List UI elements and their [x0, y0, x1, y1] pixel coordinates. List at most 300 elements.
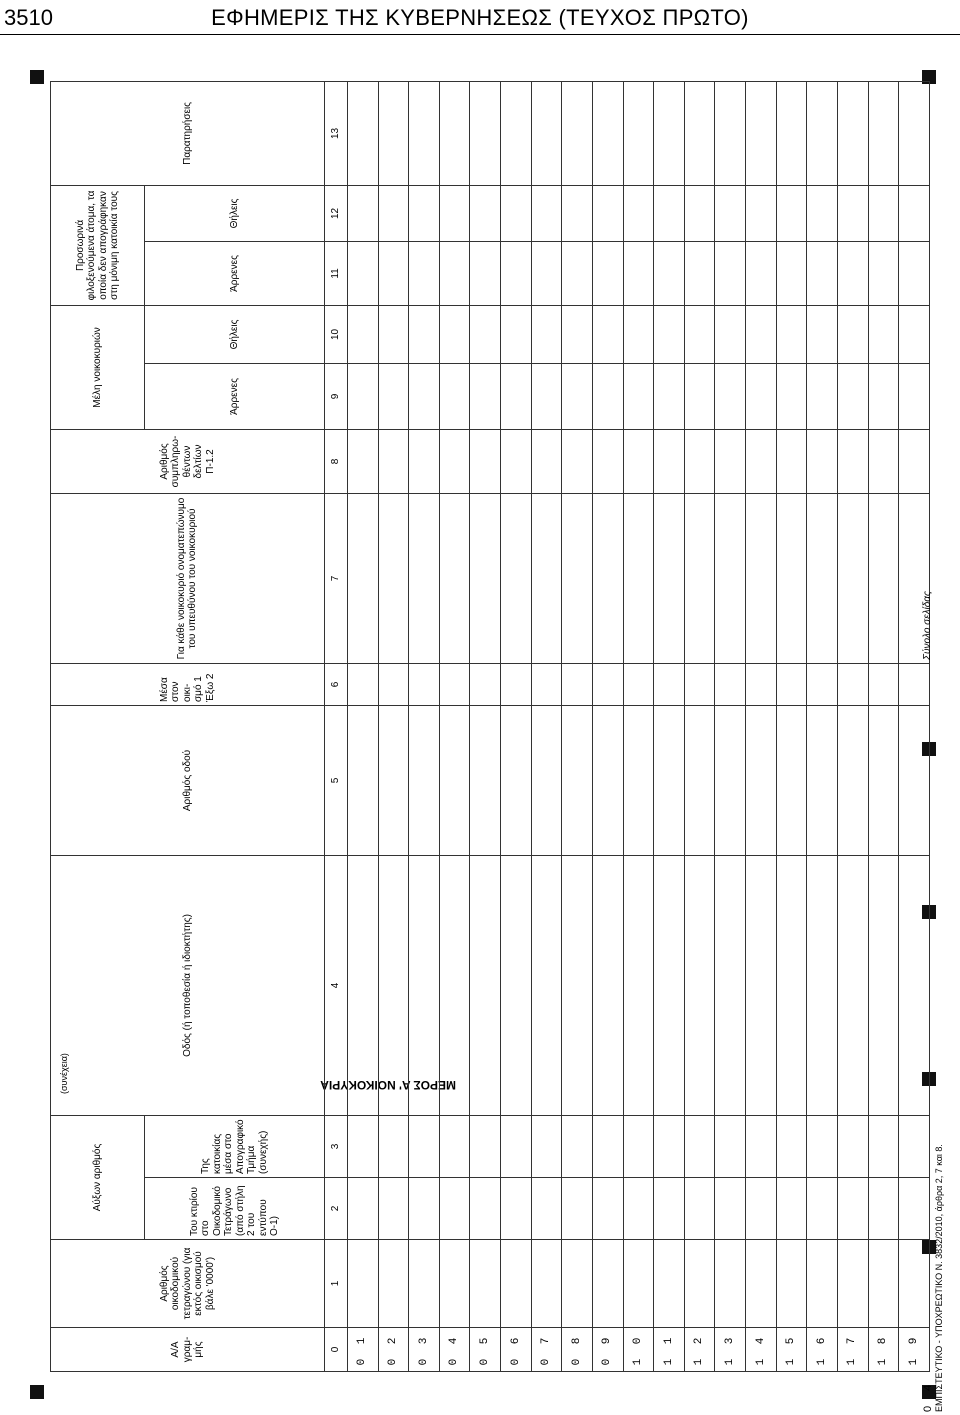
form-cell[interactable]: [807, 1178, 838, 1240]
col-number: 10: [324, 305, 347, 363]
col-number: 5: [324, 705, 347, 855]
form-cell[interactable]: [684, 1115, 715, 1177]
form-cell[interactable]: [654, 663, 685, 705]
form-cell[interactable]: [807, 363, 838, 429]
form-cell[interactable]: [347, 1240, 378, 1328]
table-row: [623, 81, 654, 1371]
form-cell[interactable]: [531, 185, 562, 241]
table-row: [378, 81, 409, 1371]
form-cell[interactable]: [837, 1240, 868, 1328]
form-cell[interactable]: [470, 1178, 501, 1240]
form-cell[interactable]: [746, 1240, 777, 1328]
col-number: 8: [324, 429, 347, 493]
form-cell[interactable]: [868, 1178, 899, 1240]
form-cell[interactable]: [470, 663, 501, 705]
form-cell[interactable]: [868, 663, 899, 705]
form-cell[interactable]: [531, 1178, 562, 1240]
form-cell[interactable]: [868, 185, 899, 241]
form-cell[interactable]: [592, 185, 623, 241]
form-cell[interactable]: [562, 1115, 593, 1177]
form-cell[interactable]: [347, 305, 378, 363]
form-cell[interactable]: [531, 241, 562, 305]
form-cell[interactable]: [347, 705, 378, 855]
form-cell[interactable]: [837, 493, 868, 663]
form-cell[interactable]: [623, 855, 654, 1115]
form-cell[interactable]: [746, 185, 777, 241]
form-cell[interactable]: [684, 185, 715, 241]
form-cell[interactable]: [684, 429, 715, 493]
form-cell[interactable]: [868, 429, 899, 493]
form-cell[interactable]: [592, 663, 623, 705]
row-number: 0 8: [562, 1328, 593, 1372]
form-cell[interactable]: [837, 1178, 868, 1240]
form-cell[interactable]: [378, 855, 409, 1115]
col-number: 7: [324, 493, 347, 663]
form-cell[interactable]: [868, 493, 899, 663]
col-street-number: Αριθμός οδού: [51, 705, 325, 855]
form-cell[interactable]: [837, 1115, 868, 1177]
row-number: 1 9: [899, 1328, 930, 1372]
form-cell[interactable]: [776, 363, 807, 429]
form-cell[interactable]: [746, 663, 777, 705]
form-cell[interactable]: [715, 1240, 746, 1328]
form-cell[interactable]: [715, 1115, 746, 1177]
form-cell[interactable]: [623, 241, 654, 305]
form-rows: [347, 81, 929, 1371]
row-number: 1 8: [868, 1328, 899, 1372]
form-cell[interactable]: [776, 81, 807, 185]
form-cell[interactable]: [409, 1178, 440, 1240]
form-cell[interactable]: [409, 185, 440, 241]
form-cell[interactable]: [715, 429, 746, 493]
form-cell[interactable]: [807, 81, 838, 185]
form-cell[interactable]: [470, 1240, 501, 1328]
form-cell[interactable]: [501, 1178, 532, 1240]
form-cell[interactable]: [715, 493, 746, 663]
row-number: 1 5: [776, 1328, 807, 1372]
form-cell[interactable]: [439, 363, 470, 429]
form-cell[interactable]: [439, 241, 470, 305]
form-cell[interactable]: [501, 305, 532, 363]
form-cell[interactable]: [837, 185, 868, 241]
form-cell[interactable]: [531, 1240, 562, 1328]
form-cell[interactable]: [623, 305, 654, 363]
form-cell[interactable]: [807, 705, 838, 855]
form-cell[interactable]: [470, 241, 501, 305]
form-cell[interactable]: [746, 493, 777, 663]
form-cell[interactable]: [409, 363, 440, 429]
form-cell[interactable]: [837, 81, 868, 185]
form-cell[interactable]: [837, 429, 868, 493]
form-cell[interactable]: [899, 241, 930, 305]
form-cell[interactable]: [347, 1115, 378, 1177]
form-cell[interactable]: [592, 81, 623, 185]
form-title: ΜΕΡΟΣ Α' ΝΟΙΚΟΚΥΡΙΑ (συνέχεια): [59, 1053, 456, 1094]
col-number: 2: [324, 1178, 347, 1240]
form-cell[interactable]: [807, 305, 838, 363]
form-cell[interactable]: [654, 705, 685, 855]
form-cell[interactable]: [501, 855, 532, 1115]
form-cell[interactable]: [562, 305, 593, 363]
form-cell[interactable]: [439, 1115, 470, 1177]
row-number: 0 4: [439, 1328, 470, 1372]
household-form: [50, 84, 930, 1372]
col-building-block: Αριθμός οικοδομικού τετραγώνου (για εκτός οικισμού βάλε '0000'): [51, 1240, 325, 1328]
column-number-row: [324, 81, 347, 1371]
form-cell[interactable]: [868, 855, 899, 1115]
form-cell[interactable]: [347, 493, 378, 663]
form-cell[interactable]: [807, 1115, 838, 1177]
col-number: 6: [324, 663, 347, 705]
form-cell[interactable]: [378, 185, 409, 241]
form-cell[interactable]: [899, 81, 930, 185]
row-number: 1 6: [807, 1328, 838, 1372]
form-cell[interactable]: [439, 1240, 470, 1328]
form-cell[interactable]: [684, 81, 715, 185]
form-cell[interactable]: [592, 855, 623, 1115]
form-cell[interactable]: [501, 81, 532, 185]
form-cell[interactable]: [654, 185, 685, 241]
form-cell[interactable]: [746, 855, 777, 1115]
registration-mark: [30, 1385, 44, 1399]
form-cell[interactable]: [746, 1115, 777, 1177]
form-cell[interactable]: [531, 363, 562, 429]
form-cell[interactable]: [868, 1240, 899, 1328]
form-cell[interactable]: [654, 855, 685, 1115]
form-cell[interactable]: [899, 1115, 930, 1177]
form-cell[interactable]: [347, 663, 378, 705]
form-cell[interactable]: [715, 705, 746, 855]
form-cell[interactable]: [592, 1178, 623, 1240]
form-cell[interactable]: [592, 305, 623, 363]
form-cell[interactable]: [592, 493, 623, 663]
form-cell[interactable]: [776, 429, 807, 493]
form-cell[interactable]: [684, 1240, 715, 1328]
form-cell[interactable]: [378, 663, 409, 705]
table-row: [868, 81, 899, 1371]
form-cell[interactable]: [531, 81, 562, 185]
form-cell[interactable]: [654, 363, 685, 429]
form-cell[interactable]: [531, 493, 562, 663]
form-cell[interactable]: [378, 81, 409, 185]
form-cell[interactable]: [837, 241, 868, 305]
table-row: [562, 81, 593, 1371]
form-cell[interactable]: [715, 363, 746, 429]
form-cell[interactable]: [684, 363, 715, 429]
form-cell[interactable]: [562, 663, 593, 705]
form-cell[interactable]: [409, 493, 440, 663]
form-cell[interactable]: [623, 185, 654, 241]
form-cell[interactable]: [378, 363, 409, 429]
row-number: 1 1: [654, 1328, 685, 1372]
form-cell[interactable]: [470, 305, 501, 363]
form-cell[interactable]: [868, 241, 899, 305]
form-cell[interactable]: [378, 493, 409, 663]
form-cell[interactable]: [531, 1115, 562, 1177]
form-cell[interactable]: [807, 241, 838, 305]
form-cell[interactable]: [623, 1178, 654, 1240]
form-cell[interactable]: [746, 705, 777, 855]
form-cell[interactable]: [654, 429, 685, 493]
form-cell[interactable]: [746, 305, 777, 363]
row-number: 0 2: [378, 1328, 409, 1372]
form-cell[interactable]: [470, 855, 501, 1115]
form-cell[interactable]: [378, 305, 409, 363]
form-cell[interactable]: [347, 855, 378, 1115]
table-row: [654, 81, 685, 1371]
form-cell[interactable]: [837, 663, 868, 705]
form-cell[interactable]: [470, 363, 501, 429]
form-cell[interactable]: [562, 241, 593, 305]
form-cell[interactable]: [592, 1115, 623, 1177]
form-cell[interactable]: [439, 663, 470, 705]
form-cell[interactable]: [746, 241, 777, 305]
row-number: 0 5: [470, 1328, 501, 1372]
form-cell[interactable]: [439, 493, 470, 663]
form-cell[interactable]: [807, 185, 838, 241]
form-cell[interactable]: [746, 1178, 777, 1240]
form-cell[interactable]: [501, 493, 532, 663]
form-cell[interactable]: [623, 81, 654, 185]
form-cell[interactable]: [776, 855, 807, 1115]
form-cell[interactable]: [654, 1240, 685, 1328]
col-serial-group: Αύξων αριθμός: [51, 1115, 145, 1239]
col-number: 1: [324, 1240, 347, 1328]
form-cell[interactable]: [592, 429, 623, 493]
form-cell[interactable]: [746, 81, 777, 185]
form-cell[interactable]: [868, 305, 899, 363]
form-cell[interactable]: [501, 1115, 532, 1177]
form-cell[interactable]: [409, 855, 440, 1115]
form-cell[interactable]: [899, 305, 930, 363]
members-female: Θήλεις: [145, 305, 325, 363]
form-cell[interactable]: [654, 1178, 685, 1240]
col-household-head: Για κάθε νοικοκυριό ονοματεπώνυμο του υπευθύνου του νοικοκυριού: [51, 493, 325, 663]
form-cell[interactable]: [623, 363, 654, 429]
page-total-label: Σύνολο σελίδας: [922, 591, 933, 660]
form-cell[interactable]: [378, 241, 409, 305]
form-cell[interactable]: [562, 705, 593, 855]
form-cell[interactable]: [501, 429, 532, 493]
form-cell[interactable]: [868, 1115, 899, 1177]
form-cell[interactable]: [470, 705, 501, 855]
form-cell[interactable]: [746, 363, 777, 429]
temp-male: Άρρενες: [145, 241, 325, 305]
form-cell[interactable]: [715, 241, 746, 305]
form-cell[interactable]: [807, 429, 838, 493]
temp-female: Θήλεις: [145, 185, 325, 241]
form-cell[interactable]: [776, 1115, 807, 1177]
form-cell[interactable]: [899, 663, 930, 705]
form-cell[interactable]: [746, 429, 777, 493]
form-cell[interactable]: [837, 855, 868, 1115]
form-cell[interactable]: [470, 81, 501, 185]
form-cell[interactable]: [623, 429, 654, 493]
form-cell[interactable]: [899, 429, 930, 493]
form-cell[interactable]: [899, 1240, 930, 1328]
form-cell[interactable]: [807, 855, 838, 1115]
form-cell[interactable]: [776, 241, 807, 305]
form-cell[interactable]: [592, 363, 623, 429]
form-cell[interactable]: [501, 663, 532, 705]
col-notes: Παρατηρήσεις: [51, 81, 325, 185]
form-cell[interactable]: [899, 363, 930, 429]
header-row: [51, 81, 145, 1371]
form-cell[interactable]: [623, 493, 654, 663]
form-cell[interactable]: [776, 663, 807, 705]
table-row: [347, 81, 378, 1371]
form-cell[interactable]: [592, 705, 623, 855]
form-cell[interactable]: [501, 1240, 532, 1328]
form-cell[interactable]: [378, 429, 409, 493]
table-row: [501, 81, 532, 1371]
form-cell[interactable]: [715, 855, 746, 1115]
form-cell[interactable]: [623, 1115, 654, 1177]
form-cell[interactable]: [654, 305, 685, 363]
form-cell[interactable]: [654, 81, 685, 185]
form-cell[interactable]: [562, 493, 593, 663]
col-number: 3: [324, 1115, 347, 1177]
form-cell[interactable]: [776, 1240, 807, 1328]
form-cell[interactable]: [501, 241, 532, 305]
form-cell[interactable]: [807, 1240, 838, 1328]
form-cell[interactable]: [715, 185, 746, 241]
form-cell[interactable]: [562, 1178, 593, 1240]
form-cell[interactable]: [562, 429, 593, 493]
form-cell[interactable]: [347, 185, 378, 241]
form-cell[interactable]: [470, 185, 501, 241]
form-cell[interactable]: [531, 705, 562, 855]
form-cell[interactable]: [684, 241, 715, 305]
col-inside-outside: Μέσα στον οικι-σμό 1 Έξω 2: [51, 663, 325, 705]
form-cell[interactable]: [715, 305, 746, 363]
col-dwelling: Της κατοικίας μέσα στο Απογραφικό Τμήμα (συνεχής): [145, 1115, 325, 1177]
form-cell[interactable]: [378, 1178, 409, 1240]
form-cell[interactable]: [439, 1178, 470, 1240]
form-cell[interactable]: [592, 1240, 623, 1328]
form-cell[interactable]: [807, 663, 838, 705]
form-cell[interactable]: [531, 663, 562, 705]
form-cell[interactable]: [868, 81, 899, 185]
form-cell[interactable]: [776, 1178, 807, 1240]
form-cell[interactable]: [715, 81, 746, 185]
row-number: 1 2: [684, 1328, 715, 1372]
form-cell[interactable]: [776, 185, 807, 241]
col-number: 9: [324, 363, 347, 429]
form-cell[interactable]: [470, 493, 501, 663]
form-cell[interactable]: [439, 429, 470, 493]
form-cell[interactable]: [684, 305, 715, 363]
form-cell[interactable]: [531, 305, 562, 363]
form-cell[interactable]: [776, 705, 807, 855]
form-cell[interactable]: [409, 241, 440, 305]
form-cell[interactable]: [684, 493, 715, 663]
form-cell[interactable]: [776, 305, 807, 363]
form-cell[interactable]: [439, 185, 470, 241]
col-number: 13: [324, 81, 347, 185]
form-cell[interactable]: [684, 1178, 715, 1240]
form-cell[interactable]: [592, 241, 623, 305]
form-cell[interactable]: [501, 185, 532, 241]
form-cell[interactable]: [899, 1178, 930, 1240]
form-cell[interactable]: [715, 663, 746, 705]
form-cell[interactable]: [501, 363, 532, 429]
form-cell[interactable]: [654, 241, 685, 305]
form-cell[interactable]: [837, 305, 868, 363]
form-cell[interactable]: [899, 705, 930, 855]
form-cell[interactable]: [562, 1240, 593, 1328]
form-cell[interactable]: [684, 705, 715, 855]
form-cell[interactable]: [837, 363, 868, 429]
table-row: [807, 81, 838, 1371]
row-number: 1 4: [746, 1328, 777, 1372]
form-cell[interactable]: [378, 1115, 409, 1177]
form-cell[interactable]: [409, 1240, 440, 1328]
form-cell[interactable]: [501, 705, 532, 855]
form-cell[interactable]: [378, 705, 409, 855]
form-cell[interactable]: [347, 241, 378, 305]
form-cell[interactable]: [409, 663, 440, 705]
form-cell[interactable]: [409, 305, 440, 363]
form-cell[interactable]: [899, 185, 930, 241]
form-cell[interactable]: [684, 663, 715, 705]
form-cell[interactable]: [868, 363, 899, 429]
form-cell[interactable]: [623, 663, 654, 705]
page-code: 0 4: [922, 1378, 934, 1412]
col-number: 4: [324, 855, 347, 1115]
form-cell[interactable]: [623, 1240, 654, 1328]
form-cell[interactable]: [562, 363, 593, 429]
form-cell[interactable]: [470, 1115, 501, 1177]
form-cell[interactable]: [531, 429, 562, 493]
form-cell[interactable]: [837, 705, 868, 855]
form-cell[interactable]: [439, 855, 470, 1115]
row-number: 0 6: [501, 1328, 532, 1372]
form-cell[interactable]: [654, 493, 685, 663]
form-cell[interactable]: [562, 855, 593, 1115]
form-cell[interactable]: [409, 429, 440, 493]
col-aa: Α/Α γραμ-μής: [51, 1328, 325, 1372]
form-cell[interactable]: [409, 705, 440, 855]
table-row: [409, 81, 440, 1371]
form-cell[interactable]: [654, 1115, 685, 1177]
form-cell[interactable]: [439, 81, 470, 185]
form-cell[interactable]: [347, 81, 378, 185]
form-cell[interactable]: [899, 855, 930, 1115]
col-pages: Αριθμός συμπληρω-θέντων δελτίων Π-1.2: [51, 429, 325, 493]
form-cell[interactable]: [562, 81, 593, 185]
form-cell[interactable]: [562, 185, 593, 241]
row-number: 0 7: [531, 1328, 562, 1372]
form-cell[interactable]: [715, 1178, 746, 1240]
form-cell[interactable]: [409, 1115, 440, 1177]
form-cell[interactable]: [378, 1240, 409, 1328]
form-cell[interactable]: [623, 705, 654, 855]
form-cell[interactable]: [807, 493, 838, 663]
form-cell[interactable]: [470, 429, 501, 493]
form-cell[interactable]: [347, 363, 378, 429]
form-cell[interactable]: [684, 855, 715, 1115]
form-cell[interactable]: [776, 493, 807, 663]
form-cell[interactable]: [868, 705, 899, 855]
form-cell[interactable]: [439, 705, 470, 855]
row-number: 1 3: [715, 1328, 746, 1372]
form-cell[interactable]: [347, 1178, 378, 1240]
form-cell[interactable]: [439, 305, 470, 363]
form-cell[interactable]: [409, 81, 440, 185]
form-cell[interactable]: [531, 855, 562, 1115]
form-cell[interactable]: [347, 429, 378, 493]
